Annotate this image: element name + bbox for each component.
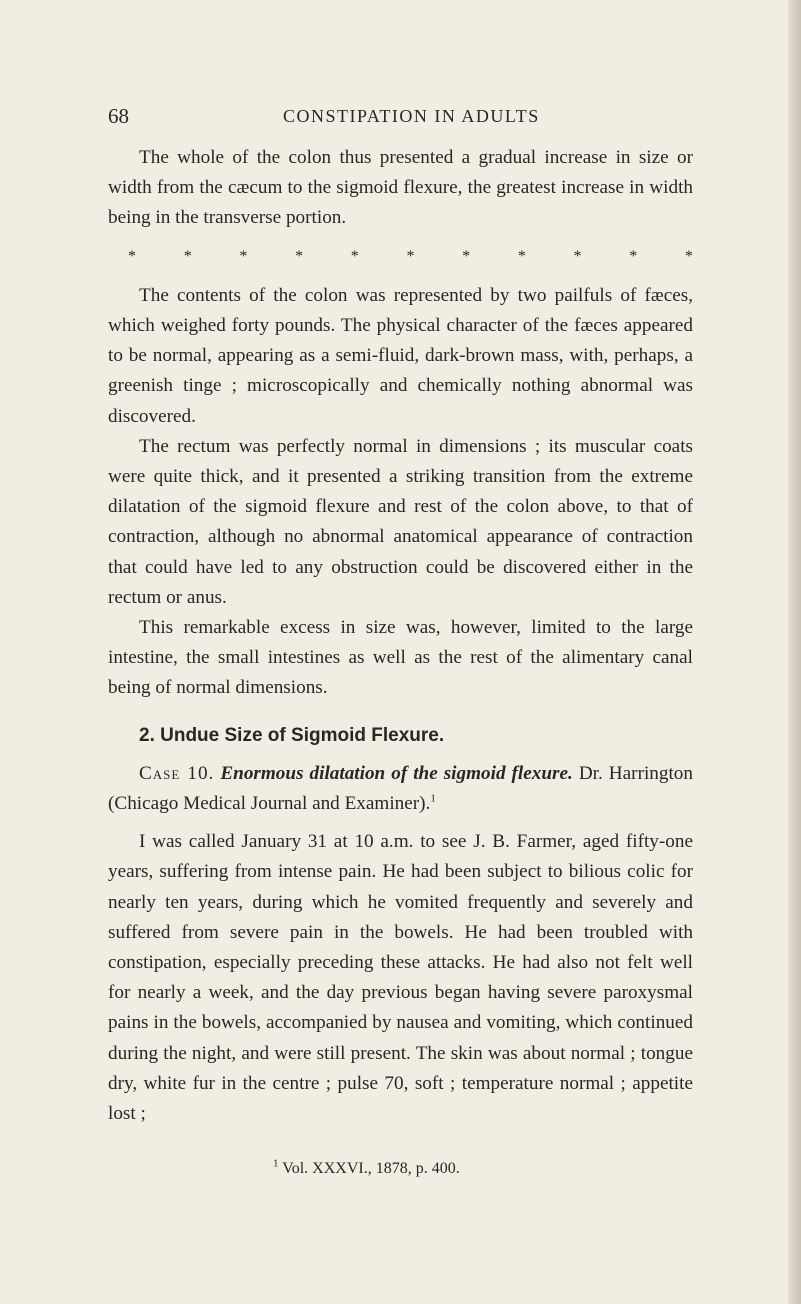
body-text xyxy=(108,143,693,1129)
star: * xyxy=(462,247,471,265)
footnote-reference: 1 xyxy=(430,792,436,805)
paragraph-colon-width: The whole of the colon thus presented a gradual increase in size or width from the cæcum to the sigmoid flexure, the greatest increase in width being in the transverse portion. xyxy=(108,147,693,229)
paragraph-contents: The contents of the colon was represented by two pailfuls of fæces, which weighed forty pounds. The physical character of the fæces appeared to be normal, appearing as a semi-fluid, dark-brown mass, with, perhaps, a greenish tinge ; microscopically and chemically nothing abnormal was discovered. xyxy=(108,284,693,427)
star: * xyxy=(684,247,693,265)
star: * xyxy=(295,247,304,265)
footnote xyxy=(273,1157,460,1178)
case-label: Case 10. xyxy=(139,762,215,784)
star: * xyxy=(517,247,526,265)
case-title: Enormous dilatation of the sigmoid flexure. xyxy=(220,762,573,784)
star: * xyxy=(239,247,248,265)
footnote-mark: 1 xyxy=(273,1157,279,1170)
paragraph-case-history: I was called January 31 at 10 a.m. to see J. B. Farmer, aged fifty-one years, suffering from intense pain. He had been subject to bilious colic for nearly ten years, during which he vomited frequently and severely and suffered from severe pain in the bowels. He had been troubled with constipation, especially preceding these attacks. He had also not felt well for nearly a week, and the day previous began having severe paroxysmal pains in the bowels, accompanied by nausea and vomiting, which continued during the night, and were still present. The skin was about normal ; tongue dry, white fur in the centre ; pulse 70, soft ; temperature normal ; appetite lost ; xyxy=(108,831,693,1125)
star: * xyxy=(573,247,582,265)
star: * xyxy=(350,247,359,265)
paragraph-excess: This remarkable excess in size was, however, limited to the large intestine, the small intestines as well as the rest of the alimentary canal being of normal dimensions. xyxy=(108,617,693,699)
star: * xyxy=(406,247,415,265)
case-attribution: Dr. Harrington (Chicago Medical Journal and Examiner). xyxy=(108,762,693,815)
page-header xyxy=(108,96,693,136)
case-header xyxy=(108,759,693,819)
section-heading: 2. Undue Size of Sigmoid Flexure. xyxy=(139,724,445,746)
paragraph-gap xyxy=(108,819,693,827)
page-edge xyxy=(788,0,801,1304)
footnote-text: Vol. XXXVI., 1878, p. 400. xyxy=(282,1160,460,1177)
running-title: CONSTIPATION IN ADULTS xyxy=(283,106,540,126)
star: * xyxy=(629,247,638,265)
page-number: 68 xyxy=(108,104,129,128)
paragraph-rectum: The rectum was perfectly normal in dimensions ; its muscular coats were quite thick, and it presented a striking transition from the extreme dilatation of the sigmoid flexure and rest of the colon above, to that of contraction, although no abnormal anatomical appearance of contraction that could have led to any obstruction could be discovered either in the rectum or anus. xyxy=(108,435,693,608)
star: * xyxy=(183,247,192,265)
asterism-separator xyxy=(108,242,693,272)
star: * xyxy=(128,247,136,265)
